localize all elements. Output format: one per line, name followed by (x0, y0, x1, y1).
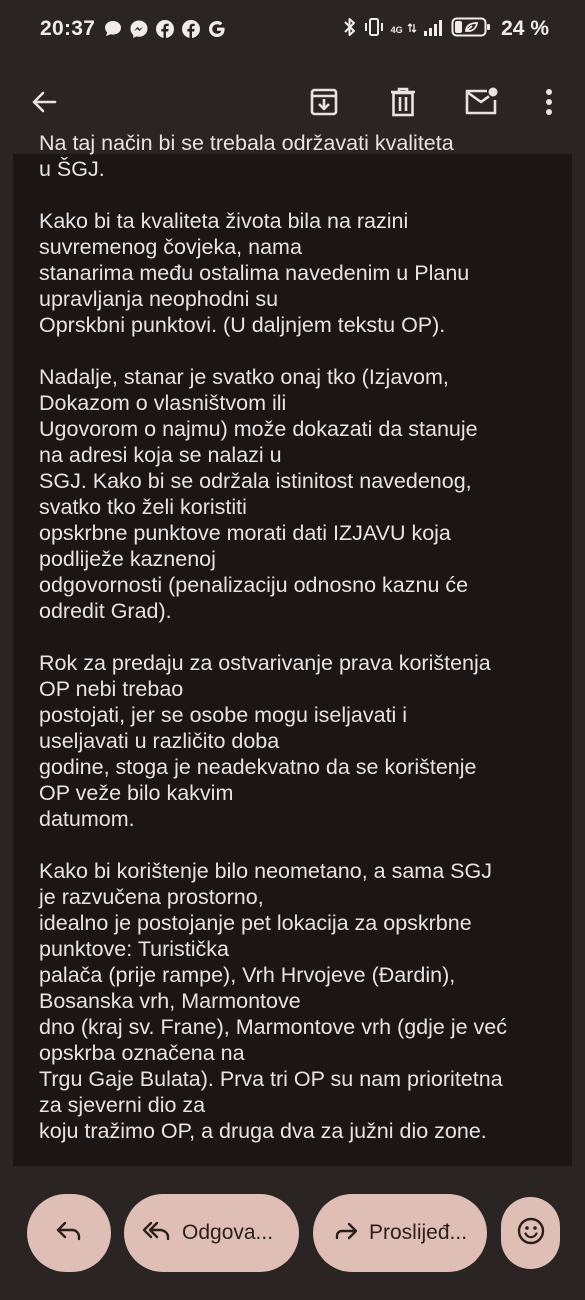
reply-button[interactable] (27, 1194, 111, 1272)
message-line: odredit Grad). (39, 599, 172, 623)
message-line: za sjeverni dio za (39, 1093, 206, 1117)
message-line: Kako bi ta kvaliteta života bila na razini (39, 209, 409, 233)
message-line (39, 338, 559, 364)
message-line: upravljanja neophodni su (39, 287, 279, 311)
bluetooth-icon (343, 16, 357, 43)
archive-button[interactable] (300, 80, 348, 128)
message-line: koju tražimo OP, a druga dva za južni dio zone. (39, 1119, 487, 1143)
network-4g-icon (391, 20, 417, 38)
message-line: datumom. (39, 807, 135, 831)
forward-label: Proslijeđ... (369, 1221, 468, 1244)
delete-button[interactable] (379, 80, 427, 128)
reply-all-icon (142, 1219, 172, 1248)
message-line: na adresi koja se nalazi u (39, 443, 282, 467)
message-line: Oprskbni punktovi. (U daljnjem tekstu OP). (39, 313, 446, 337)
messenger-icon (129, 19, 149, 39)
message-line: Ugovorom o najmu) može dokazati da stanuje (39, 417, 478, 441)
battery-saver-icon (451, 16, 491, 43)
message-line: useljavati u različito doba (39, 729, 280, 753)
message-line: odgovornosti (penalizaciju odnosno kaznu će (39, 573, 469, 597)
facebook-icon (155, 19, 175, 39)
delete-icon (388, 86, 418, 123)
signal-icon (423, 17, 445, 42)
message-line (39, 832, 559, 858)
forward-button[interactable] (313, 1194, 487, 1272)
status-bar (0, 0, 585, 58)
message-line: opskrba označena na (39, 1041, 245, 1065)
message-line: Dokazom o vlasništvom ili (39, 391, 287, 415)
back-arrow-icon (29, 87, 59, 122)
message-line: podliježe kaznenoj (39, 547, 216, 571)
emoji-icon (516, 1216, 546, 1251)
battery-percent: 24 % (501, 17, 549, 40)
message-line: Na taj način bi se trebala održavati kvaliteta (39, 131, 454, 155)
message-line: u ŠGJ. (39, 157, 105, 181)
message-line: opskrbne punktove morati dati IZJAVU koja (39, 521, 451, 545)
message-line: Nadalje, stanar je svatko onaj tko (Izjavom, (39, 365, 449, 389)
action-bar (0, 1166, 585, 1300)
vibrate-icon (363, 16, 385, 43)
google-icon (207, 19, 227, 39)
forward-icon (333, 1219, 359, 1248)
archive-icon (308, 86, 340, 123)
message-line: Rok za predaju za ostvarivanje prava korištenja (39, 651, 491, 675)
more-vert-icon (545, 87, 553, 122)
message-line: OP veže bilo kakvim (39, 781, 234, 805)
message-line (39, 182, 559, 208)
message-line: Kako bi korištenje bilo neometano, a sama SGJ (39, 859, 492, 883)
message-line: godine, stoga je neadekvatno da se korištenje (39, 755, 477, 779)
reply-all-label: Odgova... (182, 1221, 274, 1244)
message-line: stanarima među ostalima navedenim u Planu (39, 261, 470, 285)
message-line: punktove: Turistička (39, 937, 230, 961)
message-line: dno (kraj sv. Frane), Marmontove vrh (gdje je već (39, 1015, 507, 1039)
message-line: Trgu Gaje Bulata). Prva tri OP su nam prioritetna (39, 1067, 503, 1091)
more-options-button[interactable] (525, 80, 573, 128)
system-status (343, 16, 549, 43)
message-text (39, 130, 559, 1144)
reply-icon (55, 1219, 83, 1248)
message-line: Bosanska vrh, Marmontove (39, 989, 301, 1013)
chat-bubble-icon (103, 19, 123, 39)
message-line: OP nebi trebao (39, 677, 184, 701)
back-button[interactable] (20, 80, 68, 128)
message-body[interactable] (13, 131, 572, 1166)
message-line: suvremenog čovjeka, nama (39, 235, 302, 259)
network-label: 4G (390, 25, 403, 35)
message-line (39, 624, 559, 650)
message-line: postojati, jer se osobe mogu iseljavati i (39, 703, 408, 727)
mark-unread-icon (463, 86, 499, 123)
message-line: palača (prije rampe), Vrh Hrvojeve (Đardin), (39, 963, 456, 987)
emoji-reaction-button[interactable] (501, 1197, 560, 1269)
message-line: je razvučena prostorno, (39, 885, 264, 909)
reply-all-button[interactable] (124, 1194, 299, 1272)
facebook-icon (181, 19, 201, 39)
mark-unread-button[interactable] (457, 80, 505, 128)
notification-icons (103, 19, 227, 39)
message-line: svatko tko želi koristiti (39, 495, 247, 519)
message-line: idealno je postojanje pet lokacija za opskrbne (39, 911, 472, 935)
status-time: 20:37 (40, 17, 96, 40)
message-line: SGJ. Kako bi se održala istinitost navedenog, (39, 469, 472, 493)
